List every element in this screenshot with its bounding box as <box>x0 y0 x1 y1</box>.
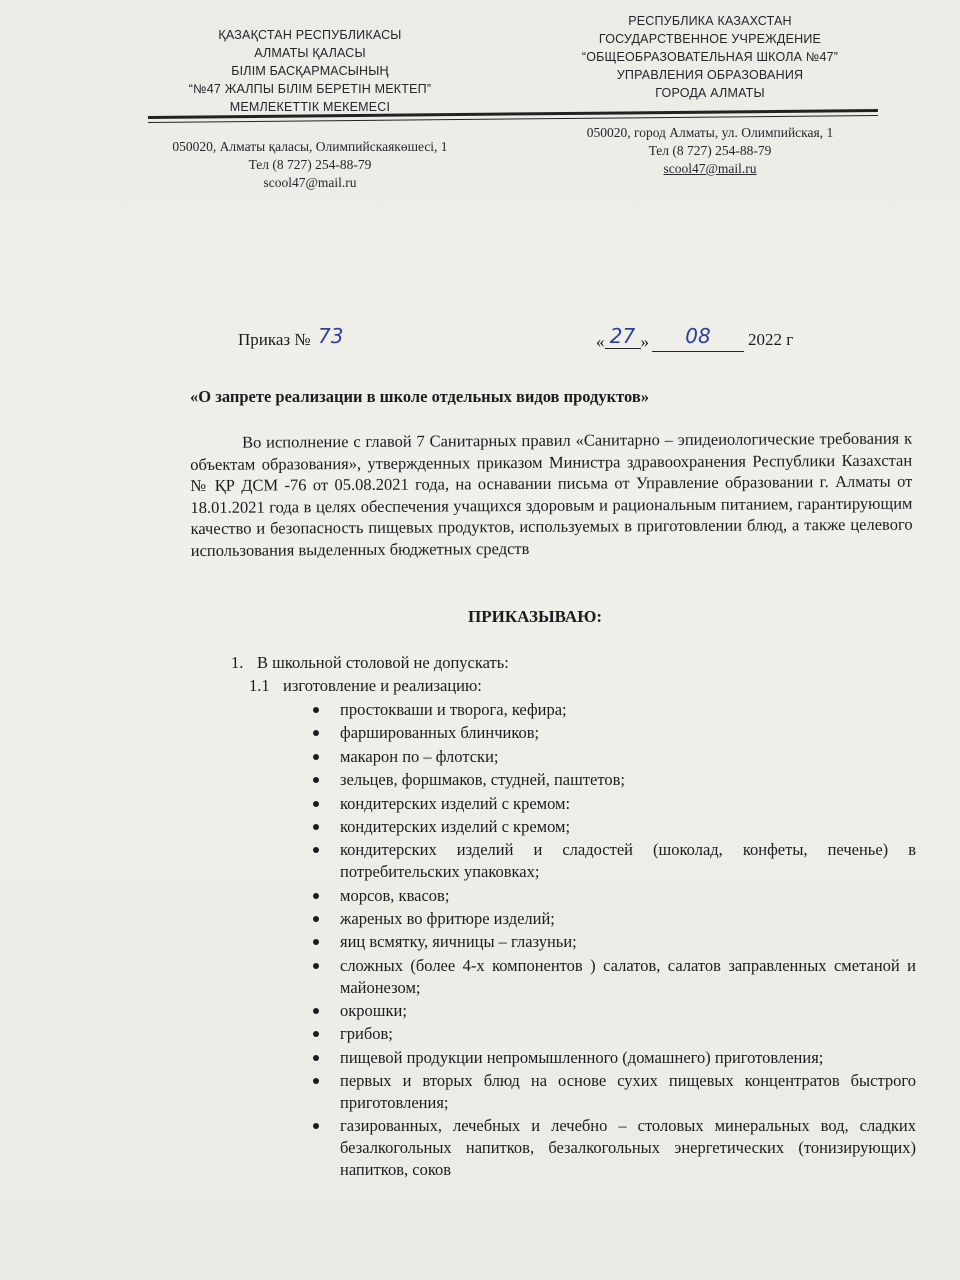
list-item: сложных (более 4-х компонентов ) салатов, салатов заправленных сметаной и майонезом; <box>310 955 916 999</box>
letterhead-kz-line: ҚАЗАҚСТАН РЕСПУБЛИКАСЫ <box>218 28 402 42</box>
list-item: окрошки; <box>310 1000 916 1022</box>
order-label: Приказ № <box>238 330 311 349</box>
list-item: жареных во фритюре изделий; <box>310 908 916 930</box>
item-number: 1.1 <box>249 676 270 695</box>
letterhead-kz-line: АЛМАТЫ ҚАЛАСЫ <box>254 46 366 60</box>
address-kz <box>150 138 470 192</box>
letterhead-ru-line: ГОРОДА АЛМАТЫ <box>655 86 765 100</box>
letterhead-kz <box>150 26 470 116</box>
address-ru <box>560 124 860 178</box>
list-item: морсов, квасов; <box>310 885 916 907</box>
numbered-item-1 <box>231 653 509 673</box>
directive-heading: ПРИКАЗЫВАЮ: <box>467 607 603 626</box>
list-item: кондитерских изделий и сладостей (шоколад, конфеты, печенье) в потребительских упаковках; <box>310 839 916 883</box>
date-open-quote: « <box>596 332 605 351</box>
item-number: 1. <box>231 653 244 672</box>
letterhead-kz-line: “№47 ЖАЛПЫ БІЛІМ БЕРЕТІН МЕКТЕП” <box>188 82 432 96</box>
list-item: кондитерских изделий с кремом: <box>310 793 916 815</box>
address-street: 050020, Алматы қаласы, Олимпийскаякөшесі, 1 <box>172 139 448 154</box>
letterhead-kz-line: МЕМЛЕКЕТТІК МЕКЕМЕСІ <box>229 100 391 114</box>
date-close-quote: » <box>640 332 649 351</box>
address-phone: Тел (8 727) 254-88-79 <box>248 157 372 172</box>
list-item: грибов; <box>310 1023 916 1045</box>
list-item: кондитерских изделий с кремом; <box>310 816 916 838</box>
address-email: scool47@mail.ru <box>263 175 357 190</box>
order-date-year: 2022 г <box>748 330 794 349</box>
letterhead-ru-line: УПРАВЛЕНИЯ ОБРАЗОВАНИЯ <box>616 68 804 82</box>
letterhead-kz-line: БІЛІМ БАСҚАРМАСЫНЫҢ <box>231 64 389 78</box>
document-title: «О запрете реализации в школе отдельных видов продуктов» <box>190 387 650 406</box>
list-item: яиц всмятку, яичницы – глазуньи; <box>310 931 916 953</box>
list-item: зельцев, форшмаков, студней, паштетов; <box>310 769 916 791</box>
list-item: первых и вторых блюд на основе сухих пищевых концентратов быстрого приготовления; <box>310 1070 916 1114</box>
letterhead-ru <box>540 12 880 102</box>
prohibited-products-list <box>310 699 916 1182</box>
list-item: макарон по – флотски; <box>310 746 916 768</box>
order-date-day-handwritten: 27 <box>605 324 641 349</box>
preamble-paragraph: Во исполнение с главой 7 Санитарных правил «Санитарно – эпидеиологические требования к объектам образования», утвержденных приказом Министра здравоохранения Республики Казахстан № ҚР ДСМ -76 от 05.08.2021 года, на оснавании письма от Управление образовании г. Алматы от 18.01.2021 года в целях обеспечения учащихся здоровым и рациональным питанием, гарантирующим качество и безопасность пищевых продуктов, используемых в приготовлении блюд, а также целевого использования выделенных бюджетных средств <box>190 428 913 560</box>
address-phone: Тел (8 727) 254-88-79 <box>648 143 772 158</box>
order-date-day-field <box>596 324 649 349</box>
letterhead-ru-line: “ОБЩЕОБРАЗОВАТЕЛЬНАЯ ШКОЛА №47” <box>581 50 839 64</box>
order-number-handwritten: 73 <box>318 324 344 348</box>
numbered-item-1-1 <box>249 676 482 696</box>
order-date-month-handwritten: 08 <box>652 324 744 352</box>
address-street: 050020, город Алматы, ул. Олимпийская, 1 <box>586 125 834 140</box>
list-item: фаршированных блинчиков; <box>310 722 916 744</box>
item-text: изготовление и реализацию: <box>283 676 482 695</box>
letterhead-ru-line: ГОСУДАРСТВЕННОЕ УЧРЕЖДЕНИЕ <box>598 32 822 46</box>
list-item: простокваши и творога, кефира; <box>310 699 916 721</box>
order-header <box>238 324 818 354</box>
address-email: scool47@mail.ru <box>663 161 757 176</box>
item-text: В школьной столовой не допускать: <box>257 653 509 672</box>
list-item: пищевой продукции непромышленного (домашнего) приготовления; <box>310 1047 916 1069</box>
list-item: газированных, лечебных и лечебно – столовых минеральных вод, сладких безалкогольных напитков, безалкогольных энергетических (тонизирующих) напитков, соков <box>310 1115 916 1180</box>
letterhead-ru-line: РЕСПУБЛИКА КАЗАХСТАН <box>628 14 792 28</box>
